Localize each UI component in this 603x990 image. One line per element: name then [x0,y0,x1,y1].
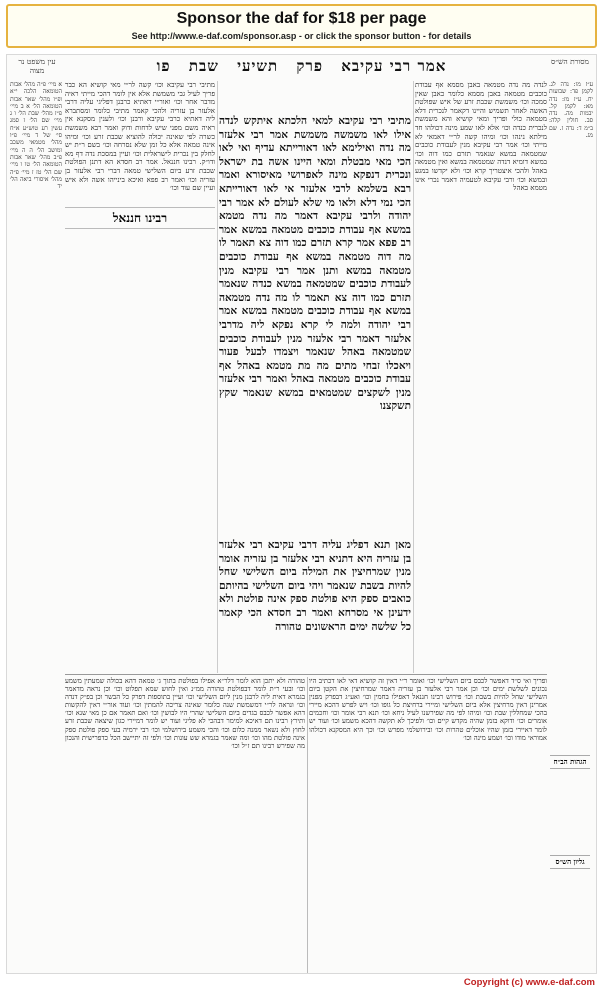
tosafot-lower-right: ופריך ואי ס״ד דאפשר לכבס ביום השלישי וכו׳ ואומר ר״י דאין זה קושיא דאי לאו דכתיב היו נכונים לשלשת ימים וכו׳ וכן אמר רבי אלעזר בן עזריה דאמר שמרחיצין את הקטן ביום השלישי שחל להיות בשבת וכו׳ פירוש רבינו חננאל דאפילו בחמין וכו׳ ואע״ג דבפרק מפנין אמרינן דאין מרחיצין אלא ביום השלישי ומיירי ברחיצת כל גופו וכו׳ ויש לפרש דהכא מיירי בהכי שמחללין שבת וכו׳ ומיהו לפי מה שפירשנו לעיל ניחא וכו׳ תנא רבי אומר וכו׳ וחכמים אומרים וכו׳ ודוקא בזמן שהיה מקדש קיים וכו׳ ולפיכך לא תקשה דהכא משמע וכו׳ ועוד יש לומר דאיירי בזמן שהיו אוכלים טהרות וכו׳ ובירושלמי מפרש וכו׳ וכך היא המסקנא דכולהו אמוראי מודו וכו׳ ושמע מינה וכו׳ [309,677,547,742]
page-header [7,55,596,81]
title-chapter-number: תשיעי [237,57,279,75]
rashi-column: לנדה מה נדה מטמאה באבן מסמא אף עבודת כוכבים מטמאה באבן מסמא כלומר כאבן שאין סמכה וכו׳ משמשת שכבת זרע של איש שפולטת האשה לאחר תשמיש והיינו דקאמר לנכרית דלא מטמאה כולי ופריך ומאי קושיא והא משמשת לנכרית כנדה וכו׳ אלא לאו שמע מינה דכולהו חד מילתא נינהו וכו׳ ומיהו קשה לר״י דאמאי לא מייתי וכו׳ אמר רבי עקיבא מנין לעבודת כוכבים שמטמאה במשא שנאמר תזרם כמו דוה וכו׳ במשא דומיא דנדה שמטמאה במשא ואין מטמאה באהל ולהכי איצטריך קרא וכו׳ ולא יקדשו במגע ובמשא וכו׳ ורבי עקיבא לטעמיה דאמר נכרי אינו מטמא באהל [415,81,547,193]
lower-column-divider [307,677,308,973]
sponsor-banner[interactable] [6,4,597,48]
column-divider [217,81,218,673]
column-divider [413,81,414,673]
gilyon-hashas-label: גליון הש״ס [550,855,590,869]
title-folio: פו [156,57,171,75]
masoret-hashas-label: מסורת הש״ס [550,57,589,66]
sponsor-banner-title[interactable]: Sponsor the daf for $18 per page [176,10,427,27]
gemara-text-continued: מאן תנא דפליג עליה דרבי עקיבא רבי אלעזר בן עזריה היא דתניא רבי אלעזר בן עזריה אומר מנין שמרחיצין את המילה ביום השלישי שחל להיות בשבת שנאמר ויהי ביום השלישי בהיותם כואבים ספק היא פולטת ספק אינה פולטת ולא ידעינן אי מסרחא ואמר רב חסדא הכי קאמר כל שלשה ימים הראשונים טהורה [219,539,411,633]
ein-mishpat-column: א מיי׳ פ״ה מהל׳ אבות הטומאה הלכה י״א ופ״ו מהל׳ שאר אבות הטומאה הל׳ א ב מיי׳ פ״ז מהל׳ שבת הל׳ ו ג מיי׳ שם הל׳ ז סמג עשין רע טוש״ע א״ח סי׳ של ד מיי׳ פ״ו מהל׳ מטמאי משכב ומושב הל׳ ה ה מיי׳ פ״ב מהל׳ שאר אבות הטומאה הל׳ טו ו מיי׳ שם הל׳ טז ז מיי׳ פ״ה מהל׳ איסורי ביאה הל׳ יד [10,81,62,191]
title-tractate: שבת [188,57,219,75]
masoret-hashas-column: ע״ז מו: נדה לג. לקמן פד: שבועות יח. ע״ז מז: נדה מא: לקמן קל. יבמות מה. נדה סב. חולין קלה: ב״מ ד: נדה ז. שם מג. [549,81,593,140]
sponsor-banner-subtitle[interactable]: See http://www.e-daf.com/sponsor.asp - or click the sponsor button - for details [131,31,472,41]
ein-mishpat-label: עין משפט נר מצוה [18,57,56,75]
page-title [67,57,536,79]
tosafot-column: מתיבי רבי עקיבא וכו׳ קשה לר״י מאי קושיא הא כבר פריך לעיל גבי משמשת אלא אין לומר דהכי מייתי ראיה מדבר אחר וכו׳ ואור״י דאתיא כרבנן דפליגי עליה דרבי אלעזר בן עזריה ולהכי קאמר מתיבי כלומר ומסתברא ליה דאתיא כרבי עקיבא ורבנן וכו׳ ולענין מסקנא אין ראיה משם מפני שיש לדחות ודוק ואמר רבא משמשת כשרה לפי שאינה יכולה להוציא שכבת זרע וכו׳ ומיהו אינה טמאה אלא כל זמן שלא נסרחה וכו׳ בשם ר״ת יש לחלק בין נכרית לישראלית וכו׳ ועיין במסכת נדה דף מא ודו״ק. רבינו חננאל. אמר רב חסדא הא דתנן הפולטת שכבת זרע ביום השלישי טמאה דברי רבי אלעזר בן עזריה וכו׳ ואמר רב פפא ואיכא בינייהו אשה ולא איש ועיין שם עוד וכו׳ [65,81,215,193]
talmud-page [6,54,597,974]
copyright-link[interactable]: Copyright (c) www.e-daf.com [463,977,595,988]
title-chapter-name: אמר רבי עקיבא [341,57,447,75]
hagahot-label: הגהות הב״ח [550,755,590,769]
title-perek: פרק [296,57,323,75]
rabbeinu-chananel-heading: רבינו חננאל [65,207,215,229]
lower-section-divider [65,674,547,675]
gemara-text: מתיבי רבי עקיבא למאי הלכתא איתקש לנדה אילו לאו משמשה משמשת אמר רבי אלעזר מה נדה ואילימא לאו דאורייתא עדיף ואי לאו הכי מאי מבטלת ומאי היינו אשה בת ישראל ונכרית דנפקא מינה לאפרושי מאיסורא ואמר רבא בשלמא לרבי אלעזר אי לאו דאורייתא הכי נמי דלא ולאו מי שלא לעולם לא אמר רבי יהודה ולרבי עקיבא דאמר מה נדה מטמא במשא אף עבודת כוכבים מטמאה במשא אמר רב פפא אמר קרא תזרם כמו דוה צא תאמר לו מה דוה מטמאה במשא אף עבודת כוכבים מטמאה במשא ותנן אמר רבי עקיבא מנין לעבודת כוכבים שמטמאה במשא כנדה שנאמר תזרם כמו דוה צא תאמר לו מה נדה מטמאה במשא אף עבודת כוכבים מטמאה במשא אמר רבי יהודה ולמה לי קרא נפקא ליה מדרבי אלעזר דאמר רבי אלעזר מנין לעבודת כוכבים שמטמאה באהל שנאמר ויצמדו לבעל פעור ויאכלו זבחי מתים מה מת מטמא באהל אף עבודת כוכבים מטמאה באהל ואמר רבי אלעזר מנין לשקצים שמטמאים במשא שנאמר שקץ תשקצנו [219,115,411,413]
tosafot-lower-left: טהורה ולא יתכן הוא לומר דלר״א אפילו בפולטת בתוך ג׳ טמאה דהא בכולה שמעתין משמע וכו׳ ובעי ר״ת לומר דבפולטת טהורה ממ״נ ואין לחוש שמא תפלוט וכו׳ וכן נראה מדאמר בגמרא דאית ליה לרבנן מנין ליום השלישי וכו׳ ועיין בתוספות דפרק כל הבשר וכן בפ״ק דנדה וכו׳ ונראה לר״י דמשמשת שנה כלומר שאינה צריכה להמתין וכו׳ ועוד אור״י דאין להקשות דהא אפשר לכבס בגדים ביום השלישי שהרי היו לבושין וכו׳ ואם תאמר אם כן מאי שנא וכו׳ ותירץ רבינו תם דאיכא למימר דבהכי לא פליגי ועוד יש לומר דמיירי כגון שיצאה שכבת זרע לחוץ ולא נשאר ממנה כלום וכו׳ והכי משמע בירושלמי וכו׳ רבי ירמיה בעי ספק פולטת ספק אינה פולטת מהו וכו׳ ומה שאמר בגמרא שש עונות וכו׳ ולפי זה יתיישב הכל כדפרישית והנכון מה שפירש רבינו תם ז״ל וכו׳ [65,677,305,750]
